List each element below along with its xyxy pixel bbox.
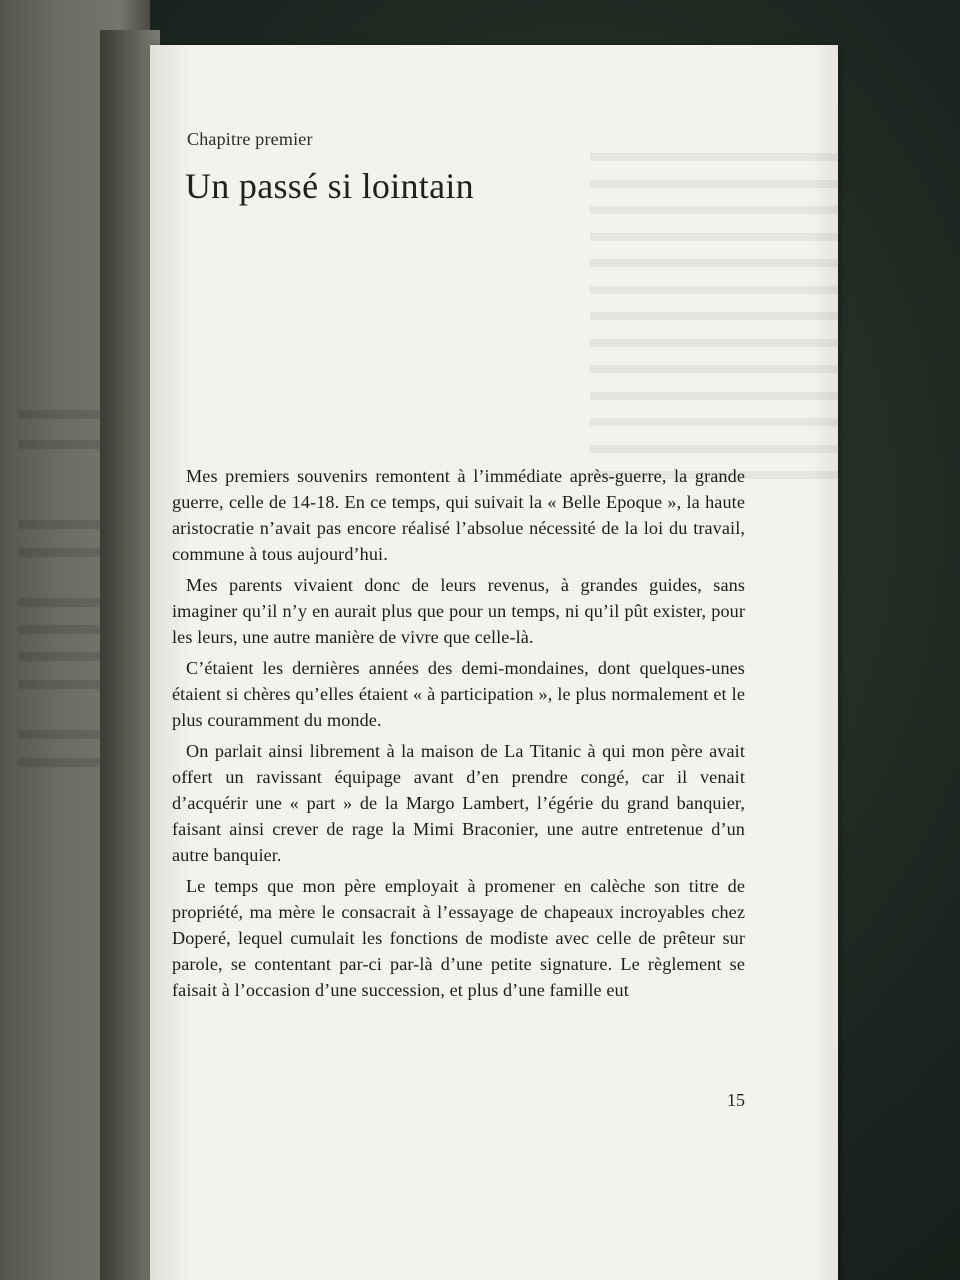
show-through-text bbox=[590, 153, 840, 513]
chapter-label: Chapitre premier bbox=[187, 129, 313, 149]
page-number: 15 bbox=[727, 1090, 745, 1110]
chapter-title: Un passé si lointain bbox=[185, 166, 474, 206]
paragraph: Le temps que mon père employait à promener en calèche son titre de propriété, ma mère le consacrait à l’essayage de chapeaux incroyables chez Doperé, lequel cumulait les fonctions de modiste avec celle de prêteur sur parole, se contentant par-ci par-là d’une petite signature. Le règlement se faisait à l’occasion d’une succession, et plus d’une famille eut bbox=[172, 876, 745, 1000]
paragraph: Mes premiers souvenirs remontent à l’immédiate après-guerre, la grande guerre, celle de 14-18. En ce temps, qui suivait la « Belle Epoque », la haute aristocratie n’avait pas encore réalisé l’absolue nécessité de la loi du travail, commune à tous aujourd’hui. bbox=[172, 466, 745, 564]
paragraph: On parlait ainsi librement à la maison de La Titanic à qui mon père avait offert un ravissant équipage avant d’en prendre congé, car il venait d’acquérir une « part » de la Margo Lambert, l’égérie du grand banquier, faisant ainsi crever de rage la Mimi Braconier, une autre entretenue d’un autre banquier. bbox=[172, 741, 745, 865]
body-text bbox=[172, 463, 745, 1008]
book-page bbox=[150, 45, 838, 1280]
paragraph: Mes parents vivaient donc de leurs revenus, à grandes guides, sans imaginer qu’il n’y en aurait plus que pour un temps, ni qu’il pût exister, pour les leurs, une autre manière de vivre que celle-là. bbox=[172, 575, 745, 647]
paragraph: C’étaient les dernières années des demi-mondaines, dont quelques-unes étaient si chères qu’elles étaient « à participation », le plus normalement et le plus couramment du monde. bbox=[172, 658, 745, 730]
